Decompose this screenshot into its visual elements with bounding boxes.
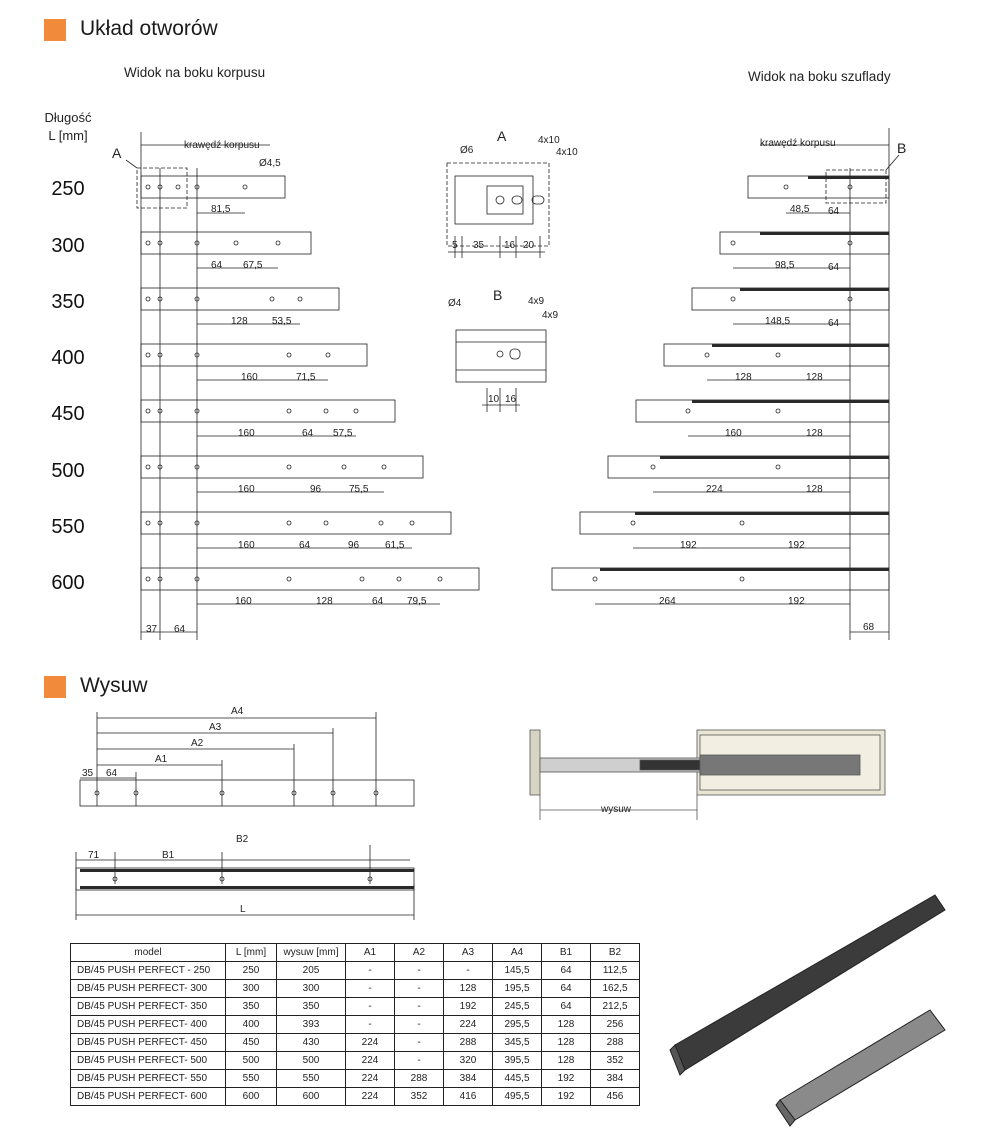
table-cell: DB/45 PUSH PERFECT- 600 (71, 1088, 226, 1106)
table-cell: 224 (346, 1070, 395, 1088)
svg-text:128: 128 (316, 596, 333, 607)
table-cell: 192 (542, 1088, 591, 1106)
col-a2: A2 (395, 944, 444, 962)
col-extension: wysuw [mm] (277, 944, 346, 962)
table-cell: 430 (277, 1034, 346, 1052)
table-cell: 300 (277, 980, 346, 998)
svg-text:192: 192 (788, 540, 805, 551)
svg-text:L: L (240, 904, 246, 915)
svg-text:16: 16 (504, 240, 516, 251)
svg-text:B2: B2 (236, 834, 249, 845)
drawer-view-label: Widok na boku szuflady (748, 69, 891, 84)
svg-text:37: 37 (146, 624, 158, 635)
svg-text:128: 128 (231, 316, 248, 327)
table-cell: - (346, 998, 395, 1016)
cabinet-view-label: Widok na boku korpusu (124, 65, 266, 80)
table-cell: 320 (444, 1052, 493, 1070)
svg-text:61,5: 61,5 (385, 540, 405, 551)
table-row (71, 998, 640, 1016)
svg-text:A1: A1 (155, 754, 168, 765)
table-cell: 112,5 (591, 962, 640, 980)
svg-text:192: 192 (680, 540, 697, 551)
svg-text:64: 64 (211, 260, 223, 271)
table-cell: 192 (542, 1070, 591, 1088)
col-b1: B1 (542, 944, 591, 962)
svg-text:53,5: 53,5 (272, 316, 292, 327)
table-cell: 550 (226, 1070, 277, 1088)
svg-text:224: 224 (706, 484, 723, 495)
table-cell: DB/45 PUSH PERFECT- 400 (71, 1016, 226, 1034)
svg-text:96: 96 (310, 484, 322, 495)
length-550: 550 (51, 516, 85, 538)
table-cell: 450 (226, 1034, 277, 1052)
svg-text:4x10: 4x10 (556, 147, 578, 158)
svg-text:5: 5 (452, 240, 458, 251)
svg-text:Ø4: Ø4 (448, 298, 462, 309)
table-cell: 600 (277, 1088, 346, 1106)
table-cell: 495,5 (493, 1088, 542, 1106)
spec-table (70, 943, 640, 1106)
table-row (71, 1034, 640, 1052)
table-cell: 245,5 (493, 998, 542, 1016)
length-500: 500 (51, 460, 85, 482)
svg-text:A: A (497, 128, 507, 144)
table-cell: 550 (277, 1070, 346, 1088)
svg-text:krawędź korpusu: krawędź korpusu (760, 138, 836, 149)
svg-text:148,5: 148,5 (765, 316, 791, 327)
svg-text:264: 264 (659, 596, 676, 607)
length-400: 400 (51, 347, 85, 369)
svg-text:128: 128 (806, 484, 823, 495)
svg-text:160: 160 (725, 428, 742, 439)
svg-text:64: 64 (828, 318, 840, 329)
table-cell: - (346, 962, 395, 980)
svg-text:A2: A2 (191, 738, 204, 749)
svg-text:A4: A4 (231, 706, 244, 717)
svg-text:B: B (897, 140, 907, 156)
table-cell: 162,5 (591, 980, 640, 998)
table-cell: 64 (542, 998, 591, 1016)
svg-text:35: 35 (473, 240, 485, 251)
table-row (71, 1088, 640, 1106)
table-cell: 456 (591, 1088, 640, 1106)
table-cell: 205 (277, 962, 346, 980)
svg-text:160: 160 (241, 372, 258, 383)
table-cell: - (395, 980, 444, 998)
table-cell: 128 (542, 1016, 591, 1034)
table-row (71, 1016, 640, 1034)
svg-text:krawędź korpusu: krawędź korpusu (184, 140, 260, 151)
table-cell: 445,5 (493, 1070, 542, 1088)
table-cell: 224 (346, 1034, 395, 1052)
svg-text:wysuw: wysuw (601, 804, 632, 815)
svg-text:4x9: 4x9 (528, 296, 545, 307)
svg-text:81,5: 81,5 (211, 204, 231, 215)
table-cell: 416 (444, 1088, 493, 1106)
table-cell: 350 (277, 998, 346, 1016)
svg-text:64: 64 (828, 206, 840, 217)
svg-text:64: 64 (299, 540, 311, 551)
table-cell: 345,5 (493, 1034, 542, 1052)
table-cell: - (346, 980, 395, 998)
svg-text:64: 64 (174, 624, 186, 635)
svg-text:128: 128 (806, 428, 823, 439)
length-600: 600 (51, 572, 85, 594)
svg-text:B1: B1 (162, 850, 175, 861)
svg-text:128: 128 (735, 372, 752, 383)
col-a4: A4 (493, 944, 542, 962)
table-cell: 64 (542, 962, 591, 980)
table-cell: 195,5 (493, 980, 542, 998)
table-row (71, 980, 640, 998)
table-cell: 393 (277, 1016, 346, 1034)
svg-text:B: B (493, 287, 503, 303)
svg-text:4x9: 4x9 (542, 310, 559, 321)
table-cell: 250 (226, 962, 277, 980)
table-cell: 384 (444, 1070, 493, 1088)
svg-text:160: 160 (238, 540, 255, 551)
table-cell: 145,5 (493, 962, 542, 980)
extension-title: Wysuw (80, 674, 148, 697)
col-model: model (71, 944, 226, 962)
table-cell: 224 (346, 1052, 395, 1070)
svg-text:68: 68 (863, 622, 875, 633)
col-length: L [mm] (226, 944, 277, 962)
col-a1: A1 (346, 944, 395, 962)
holes-title: Układ otworów (80, 17, 218, 40)
svg-text:64: 64 (106, 768, 118, 779)
table-cell: 500 (277, 1052, 346, 1070)
svg-text:64: 64 (828, 262, 840, 273)
table-cell: 352 (591, 1052, 640, 1070)
table-cell: 64 (542, 980, 591, 998)
table-cell: 288 (591, 1034, 640, 1052)
table-cell: - (346, 1016, 395, 1034)
table-cell: - (395, 1034, 444, 1052)
table-cell: 384 (591, 1070, 640, 1088)
svg-text:A3: A3 (209, 722, 222, 733)
svg-text:192: 192 (788, 596, 805, 607)
svg-text:Ø6: Ø6 (460, 145, 474, 156)
table-cell: 288 (444, 1034, 493, 1052)
col-b2: B2 (591, 944, 640, 962)
svg-text:67,5: 67,5 (243, 260, 263, 271)
length-label-line1: Długość (44, 110, 92, 125)
table-body (71, 962, 640, 1106)
table-cell: - (395, 962, 444, 980)
table-cell: 500 (226, 1052, 277, 1070)
svg-text:4x10: 4x10 (538, 135, 560, 146)
svg-text:96: 96 (348, 540, 360, 551)
svg-text:128: 128 (806, 372, 823, 383)
svg-text:71,5: 71,5 (296, 372, 316, 383)
table-cell: DB/45 PUSH PERFECT- 550 (71, 1070, 226, 1088)
table-cell: DB/45 PUSH PERFECT - 250 (71, 962, 226, 980)
table-cell: 212,5 (591, 998, 640, 1016)
table-cell: 224 (346, 1088, 395, 1106)
table-cell: 352 (395, 1088, 444, 1106)
table-cell: 256 (591, 1016, 640, 1034)
table-cell: 400 (226, 1016, 277, 1034)
svg-text:48,5: 48,5 (790, 204, 810, 215)
length-250: 250 (51, 178, 85, 200)
table-cell: 224 (444, 1016, 493, 1034)
table-cell: 128 (444, 980, 493, 998)
table-cell: 128 (542, 1052, 591, 1070)
length-450: 450 (51, 403, 85, 425)
svg-text:160: 160 (238, 484, 255, 495)
length-300: 300 (51, 235, 85, 257)
svg-text:160: 160 (235, 596, 252, 607)
table-cell: 295,5 (493, 1016, 542, 1034)
table-cell: 288 (395, 1070, 444, 1088)
table-header-row (71, 944, 640, 962)
svg-text:Ø4,5: Ø4,5 (259, 158, 281, 169)
section-marker-wysuw (44, 676, 66, 698)
table-row (71, 1052, 640, 1070)
svg-text:10: 10 (488, 394, 500, 405)
svg-text:20: 20 (523, 240, 535, 251)
svg-text:A: A (112, 145, 122, 161)
svg-text:57,5: 57,5 (333, 428, 353, 439)
table-row (71, 962, 640, 980)
table-cell: 600 (226, 1088, 277, 1106)
svg-text:64: 64 (372, 596, 384, 607)
table-cell: - (395, 1016, 444, 1034)
length-350: 350 (51, 291, 85, 313)
svg-text:71: 71 (88, 850, 100, 861)
table-cell: - (395, 1052, 444, 1070)
svg-text:160: 160 (238, 428, 255, 439)
table-cell: DB/45 PUSH PERFECT- 350 (71, 998, 226, 1016)
length-label-line2: L [mm] (48, 128, 88, 143)
svg-text:98,5: 98,5 (775, 260, 795, 271)
table-cell: DB/45 PUSH PERFECT- 450 (71, 1034, 226, 1052)
table-cell: - (444, 962, 493, 980)
table-cell: DB/45 PUSH PERFECT- 500 (71, 1052, 226, 1070)
table-cell: 395,5 (493, 1052, 542, 1070)
table-cell: 128 (542, 1034, 591, 1052)
svg-text:64: 64 (302, 428, 314, 439)
table-cell: 300 (226, 980, 277, 998)
table-cell: - (395, 998, 444, 1016)
table-cell: 192 (444, 998, 493, 1016)
svg-text:79,5: 79,5 (407, 596, 427, 607)
col-a3: A3 (444, 944, 493, 962)
table-row (71, 1070, 640, 1088)
table-cell: 350 (226, 998, 277, 1016)
svg-text:75,5: 75,5 (349, 484, 369, 495)
svg-text:16: 16 (505, 394, 517, 405)
table-cell: DB/45 PUSH PERFECT- 300 (71, 980, 226, 998)
svg-text:35: 35 (82, 768, 94, 779)
